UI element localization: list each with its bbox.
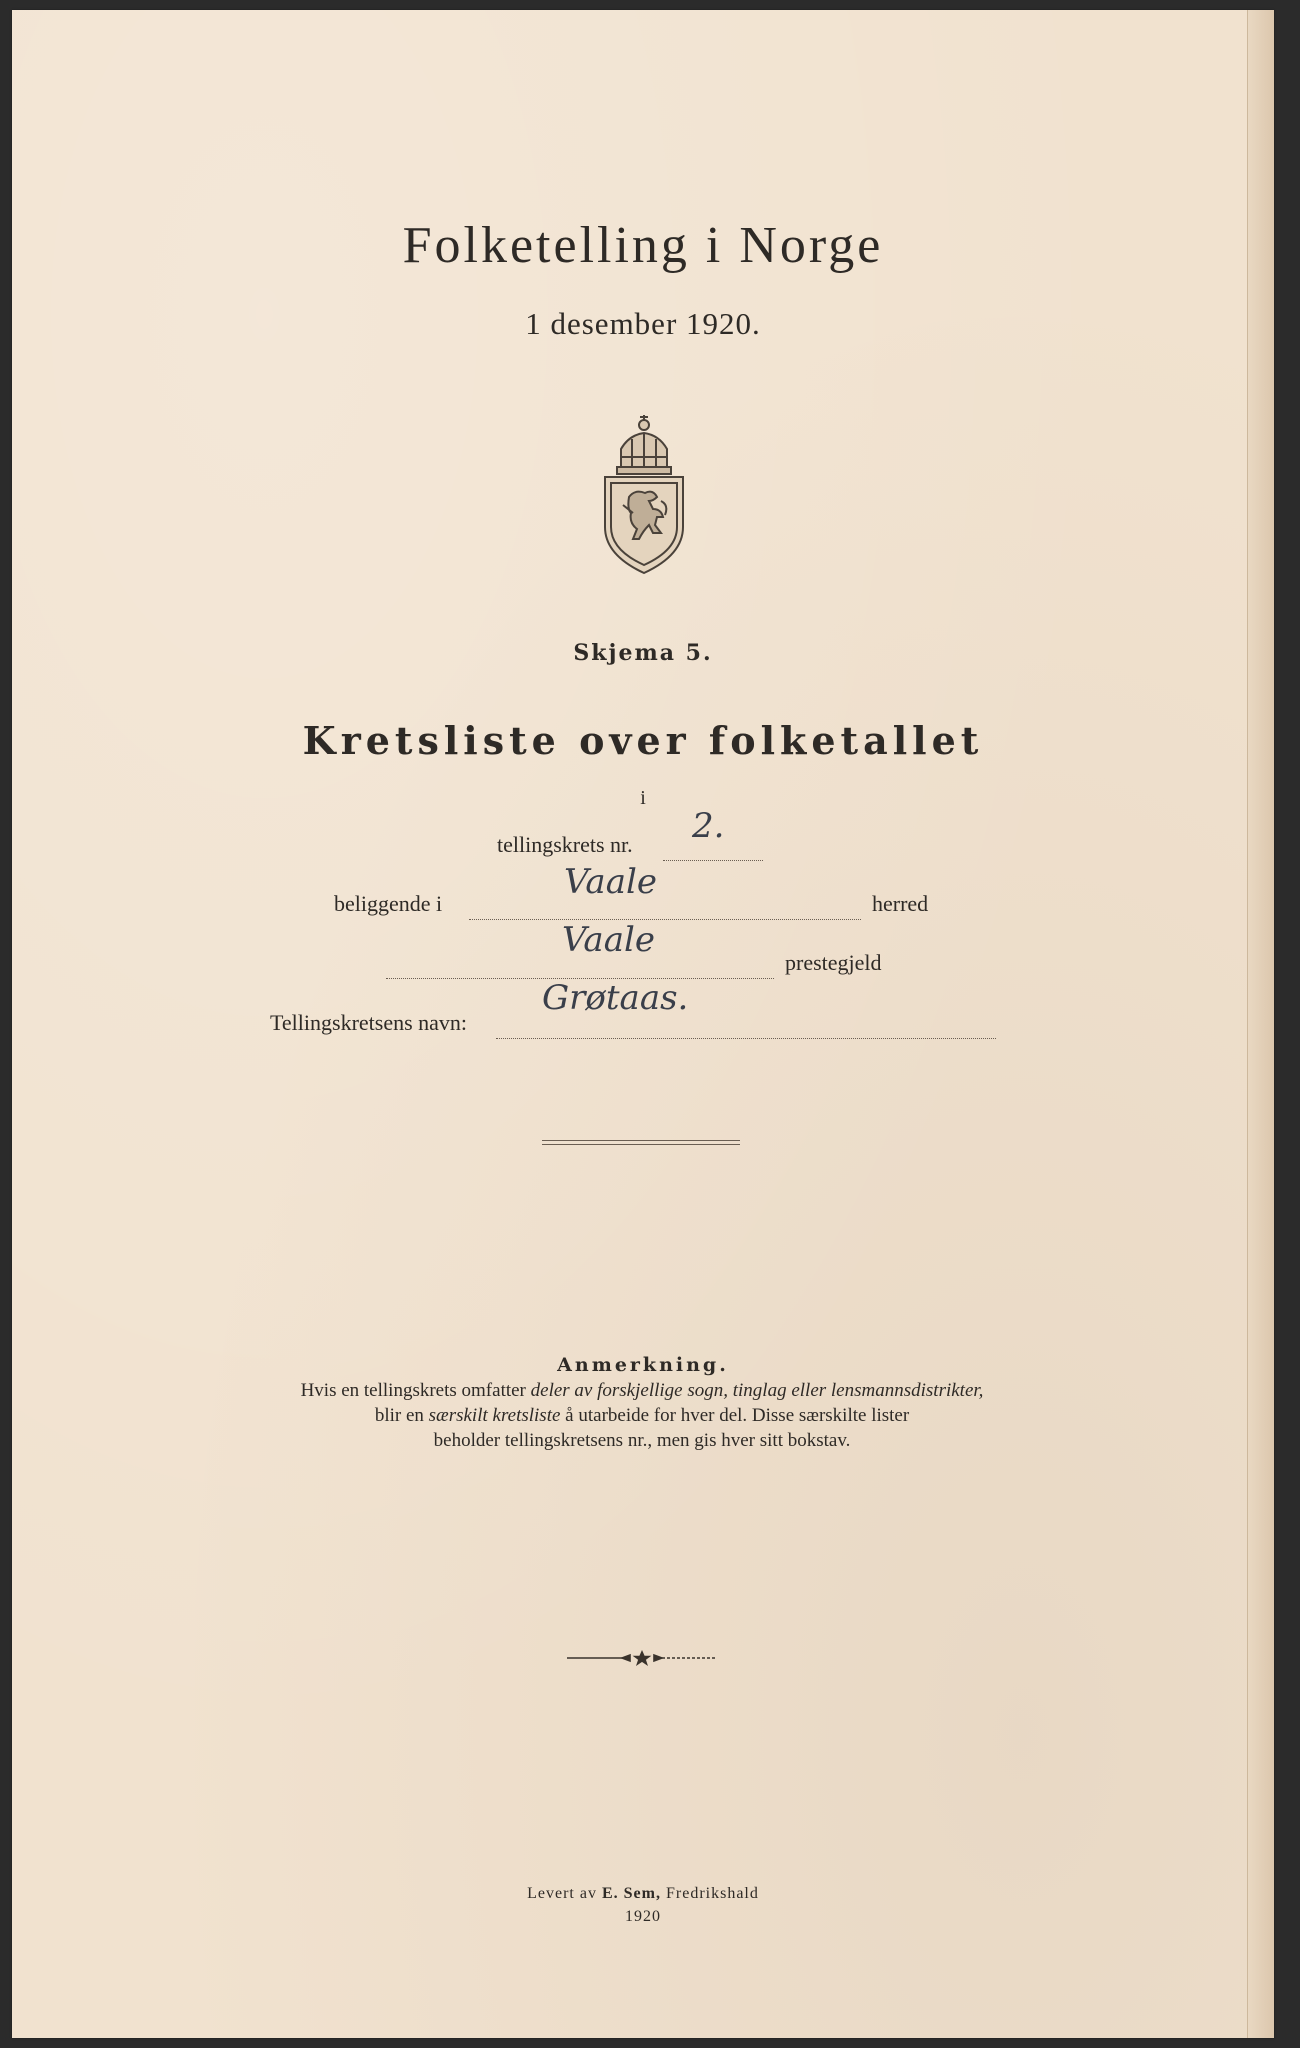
printer-prefix: Levert av xyxy=(527,1885,602,1902)
tellingskrets-value: 2. xyxy=(692,806,725,846)
note-title: Anmerkning. xyxy=(557,1354,729,1376)
star-ornament-icon xyxy=(567,1650,717,1666)
navn-label: Tellingskretsens navn: xyxy=(270,1010,468,1035)
herred-value: Vaale xyxy=(564,862,657,902)
schema-number: Skjema 5. xyxy=(573,640,713,666)
note-line-2-italic: særskilt kretsliste xyxy=(428,1405,561,1426)
norwegian-coat-of-arms-icon xyxy=(599,405,689,575)
note-line-1-text: Hvis en tellingskrets omfatter xyxy=(300,1380,531,1401)
note-line-2-text-c: å utarbeide for hver del. Disse særskilte lister xyxy=(560,1405,910,1426)
census-date: 1 desember 1920. xyxy=(525,306,761,341)
note-line-3: beholder tellingskretsens nr., men gis hver sitt bokstav. xyxy=(433,1430,851,1451)
navn-value: Grøtaas. xyxy=(542,978,689,1018)
census-form-page xyxy=(12,10,1274,2038)
herred-field[interactable] xyxy=(469,889,861,920)
note-line-2 xyxy=(162,1403,1122,1428)
prestegjeld-label: prestegjeld xyxy=(785,950,882,975)
printer-city: Fredrikshald xyxy=(660,1885,759,1902)
note-line-1-italic: deler av forskjellige sogn, tinglag eller lensmannsdistrikter, xyxy=(530,1380,984,1401)
section-divider xyxy=(542,1140,740,1145)
printer-name: E. Sem, xyxy=(601,1885,661,1902)
beliggende-label: beliggende i xyxy=(334,891,443,916)
preposition-i: i xyxy=(640,787,646,809)
tellingskrets-label: tellingskrets nr. xyxy=(497,832,633,857)
note-line-2-text-a: blir en xyxy=(374,1405,429,1426)
print-year: 1920 xyxy=(625,1908,661,1925)
form-heading: Kretsliste over folketallet xyxy=(302,718,984,763)
printer-credit xyxy=(12,1885,1274,1903)
page-title: Folketelling i Norge xyxy=(402,217,884,274)
note-line-1 xyxy=(162,1378,1122,1403)
herred-label: herred xyxy=(872,891,929,916)
prestegjeld-value: Vaale xyxy=(562,920,655,960)
